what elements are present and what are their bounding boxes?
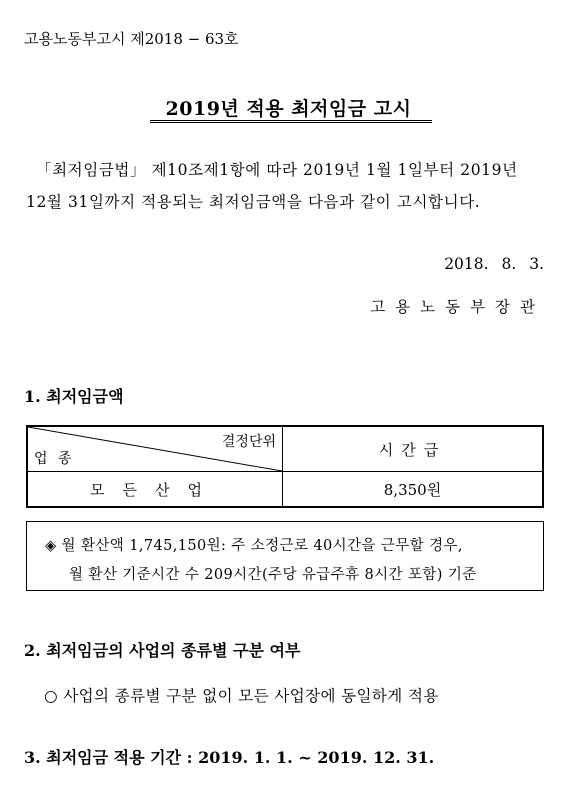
body-line-2: 12월 31일까지 적용되는 최저임금액을 다음과 같이 고시합니다.: [26, 193, 481, 211]
issuer: 고용노동부장관: [370, 298, 545, 316]
table-header-row: [27, 426, 543, 472]
table-row: [27, 472, 543, 508]
title-underline: [150, 120, 432, 123]
monthly-conversion-note: [26, 521, 544, 591]
document-title: 2019년 적용 최저임금 고시: [165, 98, 412, 120]
note-line-2: 월 환산 기준시간 수 209시간(주당 유급주휴 8시간 포함) 기준: [69, 567, 477, 583]
note-line-1: ◈ 월 환산액 1,745,150원: 주 소정근로 40시간을 근무할 경우,: [45, 538, 463, 554]
section-3-heading: 3. 최저임금 적용 기간 : 2019. 1. 1. ~ 2019. 12. 31.: [24, 748, 435, 767]
section-1-heading: 1. 최저임금액: [24, 387, 124, 406]
section-2-bullet: ○ 사업의 종류별 구분 없이 모든 사업장에 동일하게 적용: [44, 687, 439, 705]
minimum-wage-table: [26, 425, 544, 508]
header-hourly-wage: 시간급: [283, 426, 544, 472]
issue-date: 2018. 8. 3.: [444, 255, 544, 273]
cell-industry: 모든산업: [27, 472, 283, 508]
header-industry-label: 업 종: [34, 451, 75, 467]
cell-amount: 8,350원: [283, 472, 544, 508]
section-2-heading: 2. 최저임금의 사업의 종류별 구분 여부: [24, 641, 301, 660]
header-unit-label: 결정단위: [221, 434, 276, 450]
body-line-1: 「최저임금법」 제10조제1항에 따라 2019년 1월 1일부터 2019년: [36, 161, 518, 179]
diagonal-header-cell: [27, 426, 283, 472]
notice-number: 고용노동부고시 제2018 − 63호: [24, 30, 239, 48]
